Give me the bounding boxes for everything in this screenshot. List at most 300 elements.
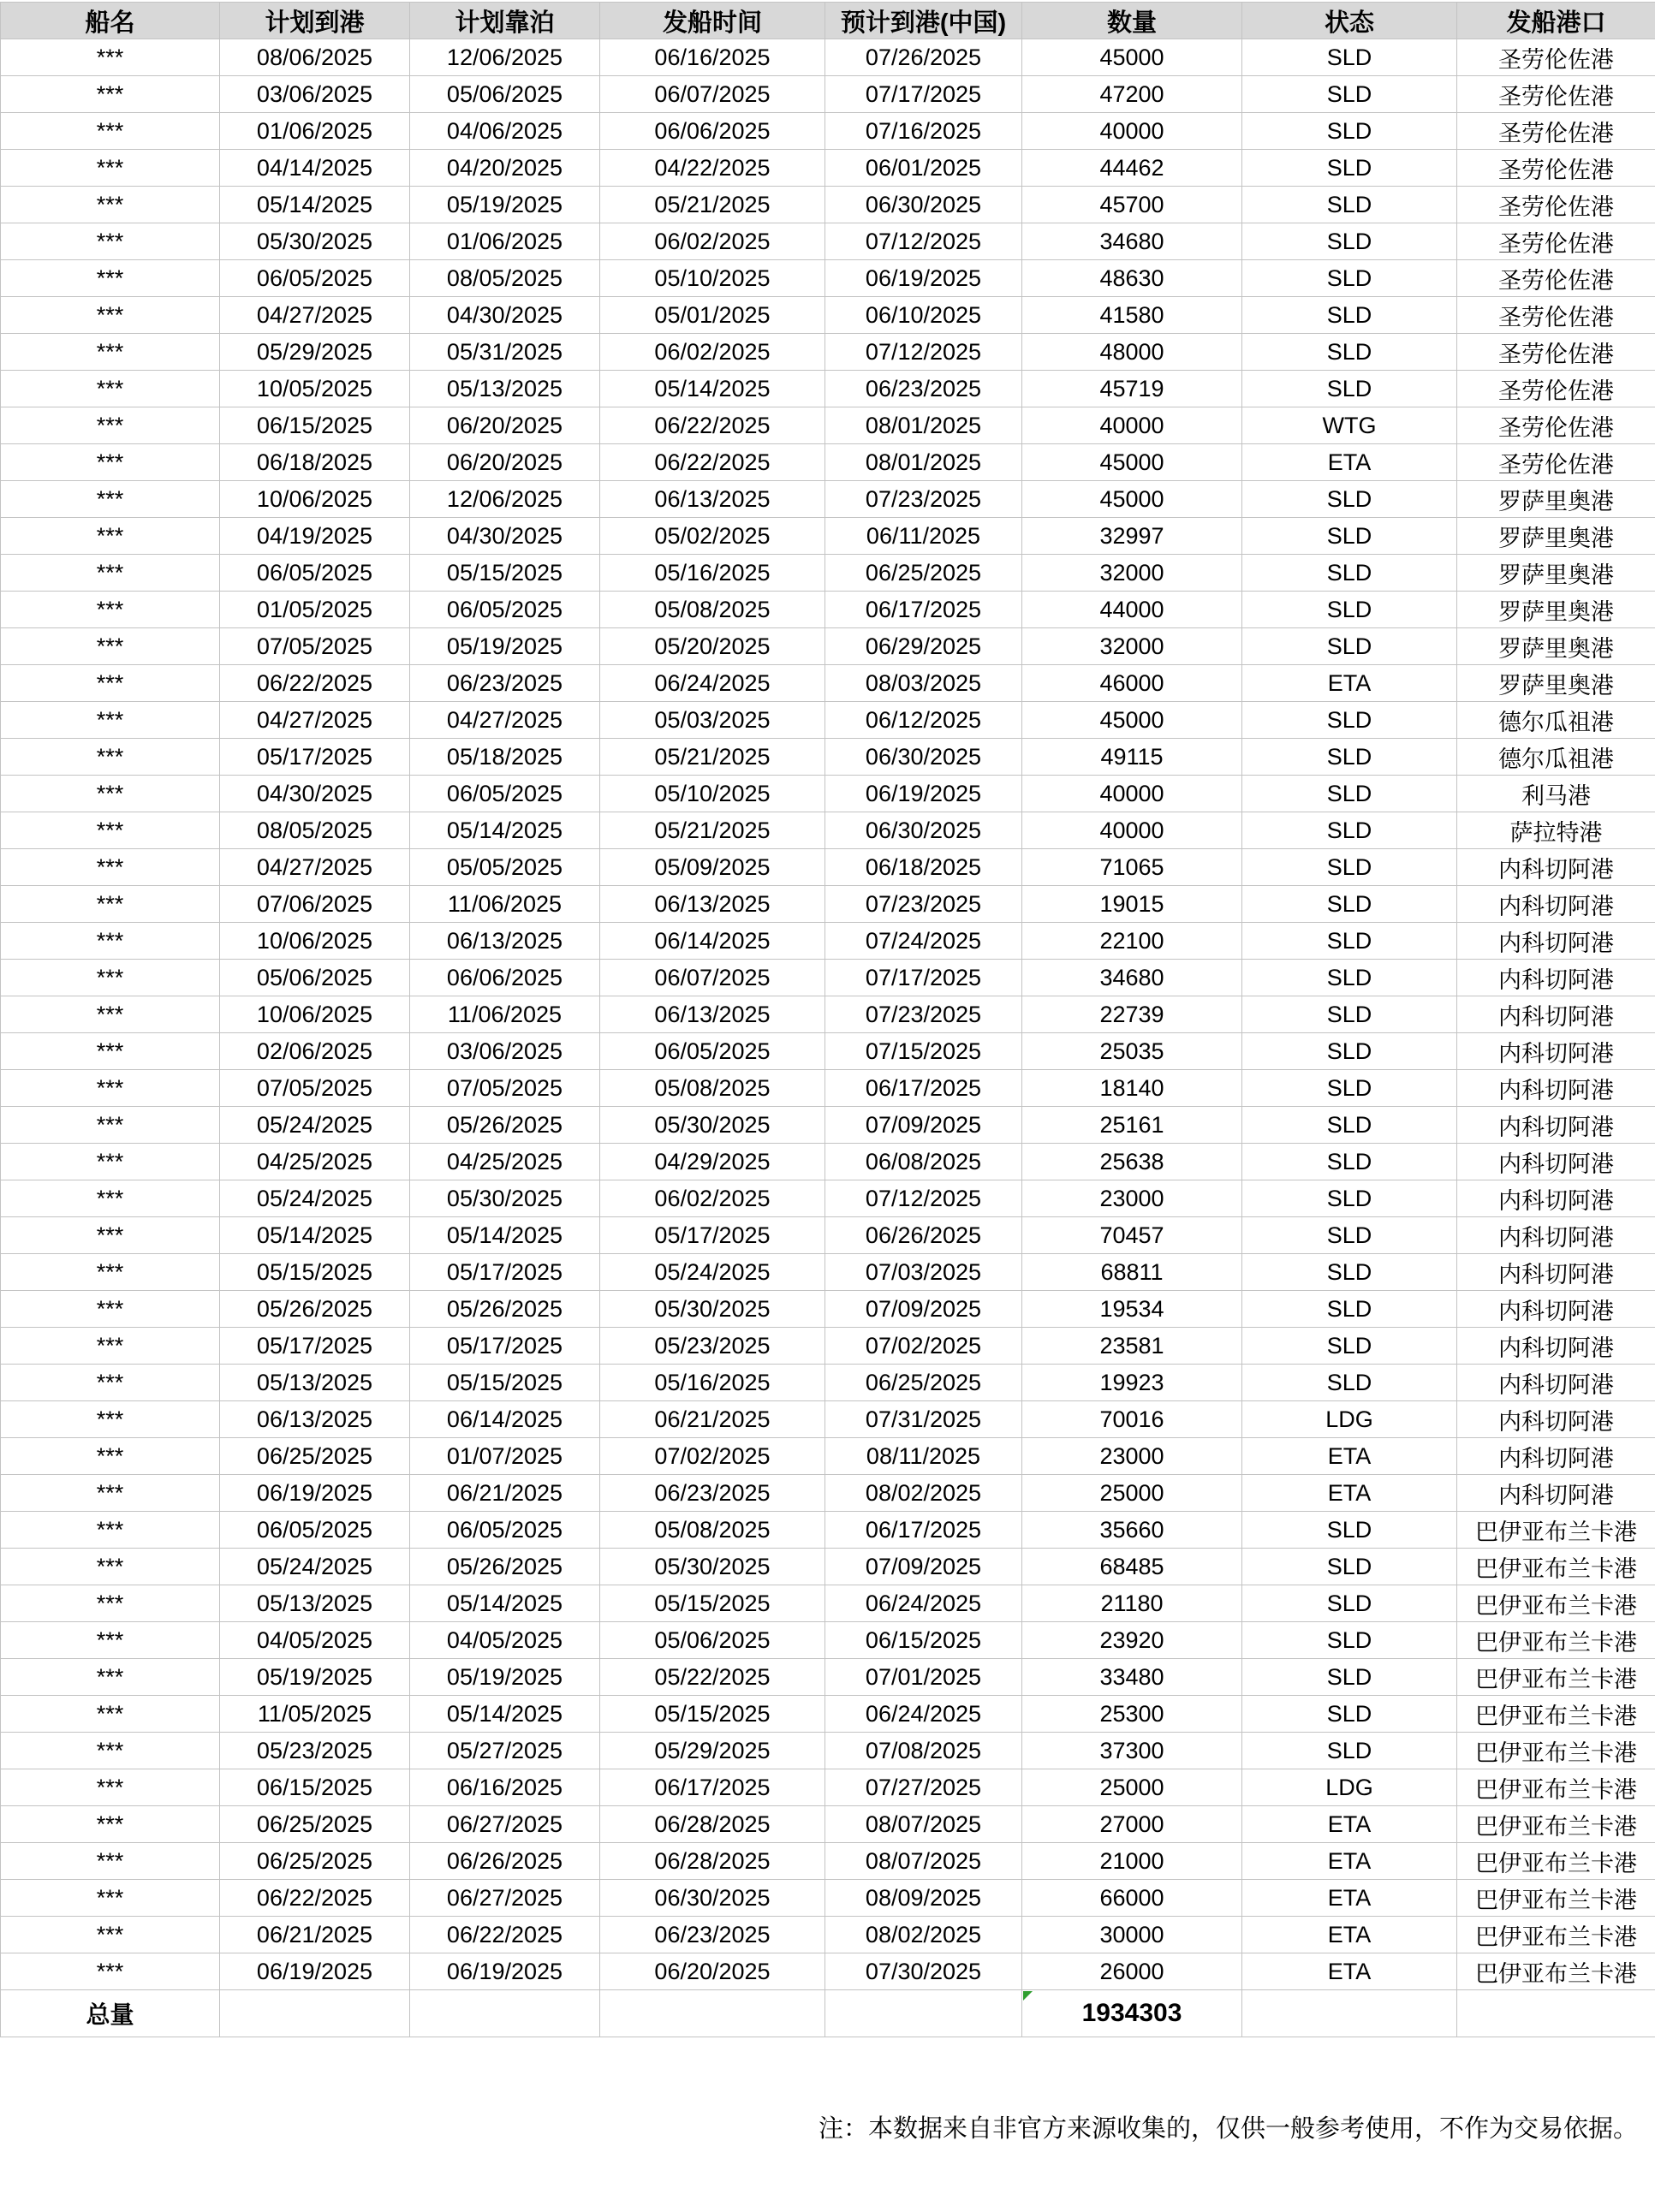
cell-eta-china: 07/26/2025 [825, 39, 1022, 76]
cell-status: SLD [1242, 1070, 1457, 1107]
cell-quantity: 37300 [1022, 1733, 1242, 1769]
cell-quantity: 34680 [1022, 223, 1242, 260]
cell-ship: *** [1, 1217, 220, 1254]
cell-status: ETA [1242, 1880, 1457, 1917]
cell-status: SLD [1242, 518, 1457, 555]
table-row [1, 223, 1655, 260]
cell-planned-arrival: 06/05/2025 [220, 555, 410, 592]
cell-eta-china: 07/27/2025 [825, 1769, 1022, 1806]
empty-cell [220, 1990, 410, 2037]
cell-quantity: 23581 [1022, 1328, 1242, 1365]
cell-port: 巴伊亚布兰卡港 [1457, 1622, 1655, 1659]
cell-planned-berth: 05/06/2025 [410, 76, 600, 113]
cell-status: SLD [1242, 1291, 1457, 1328]
cell-planned-berth: 01/06/2025 [410, 223, 600, 260]
cell-port: 内科切阿港 [1457, 1070, 1655, 1107]
cell-quantity: 46000 [1022, 665, 1242, 702]
cell-status: ETA [1242, 1438, 1457, 1475]
cell-departure: 06/24/2025 [600, 665, 825, 702]
table-row [1, 76, 1655, 113]
table-row [1, 334, 1655, 371]
table-row [1, 960, 1655, 996]
cell-quantity: 25000 [1022, 1475, 1242, 1512]
empty-cell [1457, 1990, 1655, 2037]
cell-quantity: 18140 [1022, 1070, 1242, 1107]
cell-departure: 05/10/2025 [600, 260, 825, 297]
cell-port: 巴伊亚布兰卡港 [1457, 1880, 1655, 1917]
cell-status: WTG [1242, 407, 1457, 444]
cell-ship: *** [1, 886, 220, 923]
cell-ship: *** [1, 1107, 220, 1144]
cell-quantity: 21000 [1022, 1843, 1242, 1880]
cell-planned-arrival: 05/30/2025 [220, 223, 410, 260]
cell-status: SLD [1242, 702, 1457, 739]
table-row [1, 702, 1655, 739]
table-row [1, 187, 1655, 223]
cell-planned-arrival: 06/19/2025 [220, 1953, 410, 1990]
cell-planned-arrival: 07/06/2025 [220, 886, 410, 923]
cell-planned-berth: 04/25/2025 [410, 1144, 600, 1180]
cell-eta-china: 08/03/2025 [825, 665, 1022, 702]
cell-departure: 05/30/2025 [600, 1291, 825, 1328]
table-row [1, 1180, 1655, 1217]
table-row [1, 1438, 1655, 1475]
cell-ship: *** [1, 223, 220, 260]
cell-port: 德尔瓜祖港 [1457, 702, 1655, 739]
cell-planned-berth: 06/13/2025 [410, 923, 600, 960]
cell-status: SLD [1242, 1733, 1457, 1769]
cell-status: SLD [1242, 260, 1457, 297]
cell-quantity: 44000 [1022, 592, 1242, 628]
cell-quantity: 27000 [1022, 1806, 1242, 1843]
cell-planned-arrival: 10/05/2025 [220, 371, 410, 407]
cell-quantity: 22739 [1022, 996, 1242, 1033]
cell-planned-arrival: 03/06/2025 [220, 76, 410, 113]
cell-eta-china: 07/23/2025 [825, 481, 1022, 518]
cell-eta-china: 07/12/2025 [825, 334, 1022, 371]
table-row [1, 812, 1655, 849]
cell-planned-berth: 05/31/2025 [410, 334, 600, 371]
cell-eta-china: 06/30/2025 [825, 812, 1022, 849]
cell-planned-berth: 05/19/2025 [410, 187, 600, 223]
cell-quantity: 25300 [1022, 1696, 1242, 1733]
cell-eta-china: 07/24/2025 [825, 923, 1022, 960]
table-row [1, 1696, 1655, 1733]
cell-port: 巴伊亚布兰卡港 [1457, 1733, 1655, 1769]
table-row [1, 776, 1655, 812]
cell-quantity: 32000 [1022, 628, 1242, 665]
cell-eta-china: 07/01/2025 [825, 1659, 1022, 1696]
cell-port: 巴伊亚布兰卡港 [1457, 1917, 1655, 1953]
table-row [1, 1033, 1655, 1070]
table-row [1, 1107, 1655, 1144]
cell-eta-china: 08/07/2025 [825, 1806, 1022, 1843]
cell-ship: *** [1, 702, 220, 739]
cell-planned-arrival: 05/23/2025 [220, 1733, 410, 1769]
cell-departure: 06/23/2025 [600, 1475, 825, 1512]
cell-planned-arrival: 06/15/2025 [220, 407, 410, 444]
table-row [1, 555, 1655, 592]
cell-eta-china: 06/11/2025 [825, 518, 1022, 555]
cell-status: SLD [1242, 1622, 1457, 1659]
table-row [1, 150, 1655, 187]
cell-ship: *** [1, 518, 220, 555]
cell-planned-berth: 11/06/2025 [410, 886, 600, 923]
cell-status: ETA [1242, 665, 1457, 702]
table-footer [1, 1990, 1655, 2037]
cell-planned-arrival: 08/05/2025 [220, 812, 410, 849]
cell-quantity: 48630 [1022, 260, 1242, 297]
cell-eta-china: 07/30/2025 [825, 1953, 1022, 1990]
cell-eta-china: 07/16/2025 [825, 113, 1022, 150]
cell-planned-berth: 04/20/2025 [410, 150, 600, 187]
cell-status: SLD [1242, 187, 1457, 223]
table-row [1, 886, 1655, 923]
cell-eta-china: 07/23/2025 [825, 886, 1022, 923]
cell-ship: *** [1, 1769, 220, 1806]
cell-departure: 05/29/2025 [600, 1733, 825, 1769]
cell-status: SLD [1242, 1217, 1457, 1254]
cell-port: 内科切阿港 [1457, 1291, 1655, 1328]
cell-eta-china: 08/07/2025 [825, 1843, 1022, 1880]
cell-planned-arrival: 07/05/2025 [220, 628, 410, 665]
cell-departure: 06/02/2025 [600, 334, 825, 371]
cell-planned-berth: 08/05/2025 [410, 260, 600, 297]
cell-ship: *** [1, 187, 220, 223]
cell-ship: *** [1, 1365, 220, 1401]
total-quantity-value: 1934303 [1082, 1999, 1182, 2027]
cell-eta-china: 07/12/2025 [825, 1180, 1022, 1217]
cell-port: 利马港 [1457, 776, 1655, 812]
table-row [1, 39, 1655, 76]
cell-planned-arrival: 06/05/2025 [220, 260, 410, 297]
cell-departure: 06/13/2025 [600, 886, 825, 923]
cell-planned-berth: 01/07/2025 [410, 1438, 600, 1475]
cell-departure: 06/14/2025 [600, 923, 825, 960]
cell-planned-berth: 11/06/2025 [410, 996, 600, 1033]
cell-port: 内科切阿港 [1457, 923, 1655, 960]
cell-ship: *** [1, 407, 220, 444]
cell-planned-arrival: 06/22/2025 [220, 665, 410, 702]
table-row [1, 1917, 1655, 1953]
cell-planned-arrival: 06/25/2025 [220, 1438, 410, 1475]
cell-ship: *** [1, 1180, 220, 1217]
cell-port: 巴伊亚布兰卡港 [1457, 1585, 1655, 1622]
cell-planned-berth: 05/27/2025 [410, 1733, 600, 1769]
cell-departure: 06/22/2025 [600, 407, 825, 444]
table-row [1, 1585, 1655, 1622]
cell-quantity: 71065 [1022, 849, 1242, 886]
cell-quantity: 40000 [1022, 776, 1242, 812]
cell-planned-arrival: 06/22/2025 [220, 1880, 410, 1917]
cell-quantity: 23000 [1022, 1180, 1242, 1217]
cell-status: SLD [1242, 592, 1457, 628]
cell-port: 内科切阿港 [1457, 1254, 1655, 1291]
cell-status: SLD [1242, 1107, 1457, 1144]
cell-departure: 05/21/2025 [600, 812, 825, 849]
cell-planned-arrival: 10/06/2025 [220, 481, 410, 518]
cell-ship: *** [1, 1438, 220, 1475]
cell-port: 圣劳伦佐港 [1457, 113, 1655, 150]
cell-planned-arrival: 05/06/2025 [220, 960, 410, 996]
cell-ship: *** [1, 1549, 220, 1585]
cell-status: ETA [1242, 1953, 1457, 1990]
cell-departure: 06/23/2025 [600, 1917, 825, 1953]
cell-planned-berth: 05/26/2025 [410, 1549, 600, 1585]
cell-planned-arrival: 02/06/2025 [220, 1033, 410, 1070]
cell-departure: 05/14/2025 [600, 371, 825, 407]
cell-quantity: 33480 [1022, 1659, 1242, 1696]
cell-planned-berth: 06/27/2025 [410, 1880, 600, 1917]
cell-eta-china: 06/23/2025 [825, 371, 1022, 407]
table-row [1, 297, 1655, 334]
cell-quantity: 19015 [1022, 886, 1242, 923]
cell-quantity: 41580 [1022, 297, 1242, 334]
cell-departure: 06/30/2025 [600, 1880, 825, 1917]
cell-port: 圣劳伦佐港 [1457, 297, 1655, 334]
cell-ship: *** [1, 1622, 220, 1659]
column-header-planned-arrival: 计划到港 [220, 3, 410, 39]
cell-departure: 05/10/2025 [600, 776, 825, 812]
cell-planned-berth: 05/30/2025 [410, 1180, 600, 1217]
cell-status: SLD [1242, 1144, 1457, 1180]
cell-quantity: 21180 [1022, 1585, 1242, 1622]
cell-quantity: 49115 [1022, 739, 1242, 776]
cell-departure: 06/20/2025 [600, 1953, 825, 1990]
cell-eta-china: 06/30/2025 [825, 739, 1022, 776]
cell-planned-arrival: 05/24/2025 [220, 1107, 410, 1144]
cell-ship: *** [1, 628, 220, 665]
cell-eta-china: 06/29/2025 [825, 628, 1022, 665]
cell-port: 内科切阿港 [1457, 849, 1655, 886]
cell-port: 罗萨里奥港 [1457, 628, 1655, 665]
cell-port: 巴伊亚布兰卡港 [1457, 1696, 1655, 1733]
cell-ship: *** [1, 555, 220, 592]
cell-planned-berth: 12/06/2025 [410, 39, 600, 76]
cell-status: SLD [1242, 812, 1457, 849]
cell-quantity: 44462 [1022, 150, 1242, 187]
table-row [1, 1401, 1655, 1438]
table-row [1, 1291, 1655, 1328]
cell-status: ETA [1242, 1475, 1457, 1512]
cell-planned-arrival: 08/06/2025 [220, 39, 410, 76]
cell-eta-china: 06/17/2025 [825, 1512, 1022, 1549]
cell-eta-china: 07/31/2025 [825, 1401, 1022, 1438]
table-row [1, 1328, 1655, 1365]
cell-ship: *** [1, 1401, 220, 1438]
cell-status: SLD [1242, 1512, 1457, 1549]
cell-planned-berth: 06/27/2025 [410, 1806, 600, 1843]
cell-planned-arrival: 04/27/2025 [220, 702, 410, 739]
cell-planned-arrival: 01/06/2025 [220, 113, 410, 150]
cell-port: 内科切阿港 [1457, 1107, 1655, 1144]
cell-port: 圣劳伦佐港 [1457, 76, 1655, 113]
cell-ship: *** [1, 260, 220, 297]
cell-planned-berth: 04/30/2025 [410, 297, 600, 334]
cell-departure: 04/22/2025 [600, 150, 825, 187]
table-row [1, 444, 1655, 481]
cell-eta-china: 07/23/2025 [825, 996, 1022, 1033]
cell-eta-china: 07/15/2025 [825, 1033, 1022, 1070]
cell-planned-arrival: 06/25/2025 [220, 1806, 410, 1843]
table-row [1, 1070, 1655, 1107]
table-body [1, 39, 1655, 1990]
table-row [1, 407, 1655, 444]
cell-eta-china: 07/12/2025 [825, 223, 1022, 260]
cell-planned-berth: 06/16/2025 [410, 1769, 600, 1806]
table-row [1, 849, 1655, 886]
cell-quantity: 70457 [1022, 1217, 1242, 1254]
cell-planned-berth: 05/15/2025 [410, 1365, 600, 1401]
cell-ship: *** [1, 1953, 220, 1990]
cell-port: 内科切阿港 [1457, 1401, 1655, 1438]
cell-status: SLD [1242, 150, 1457, 187]
cell-port: 圣劳伦佐港 [1457, 150, 1655, 187]
cell-port: 内科切阿港 [1457, 1180, 1655, 1217]
cell-ship: *** [1, 1512, 220, 1549]
cell-planned-berth: 05/13/2025 [410, 371, 600, 407]
cell-eta-china: 06/12/2025 [825, 702, 1022, 739]
cell-planned-berth: 05/19/2025 [410, 1659, 600, 1696]
cell-eta-china: 06/15/2025 [825, 1622, 1022, 1659]
column-header-planned-berth: 计划靠泊 [410, 3, 600, 39]
shipping-table [0, 2, 1655, 2037]
cell-eta-china: 08/02/2025 [825, 1917, 1022, 1953]
cell-planned-arrival: 06/18/2025 [220, 444, 410, 481]
cell-planned-arrival: 04/25/2025 [220, 1144, 410, 1180]
cell-status: LDG [1242, 1401, 1457, 1438]
cell-status: SLD [1242, 1365, 1457, 1401]
cell-departure: 06/05/2025 [600, 1033, 825, 1070]
cell-eta-china: 06/10/2025 [825, 297, 1022, 334]
cell-status: SLD [1242, 1180, 1457, 1217]
cell-status: ETA [1242, 1806, 1457, 1843]
cell-ship: *** [1, 1254, 220, 1291]
cell-eta-china: 06/25/2025 [825, 1365, 1022, 1401]
table-row [1, 739, 1655, 776]
header-row [1, 3, 1655, 39]
cell-planned-arrival: 10/06/2025 [220, 923, 410, 960]
cell-eta-china: 06/17/2025 [825, 1070, 1022, 1107]
cell-planned-arrival: 06/15/2025 [220, 1769, 410, 1806]
cell-planned-arrival: 05/14/2025 [220, 187, 410, 223]
cell-quantity: 23920 [1022, 1622, 1242, 1659]
cell-departure: 06/21/2025 [600, 1401, 825, 1438]
cell-status: SLD [1242, 223, 1457, 260]
cell-ship: *** [1, 1033, 220, 1070]
cell-planned-berth: 05/26/2025 [410, 1107, 600, 1144]
cell-quantity: 19534 [1022, 1291, 1242, 1328]
cell-status: SLD [1242, 113, 1457, 150]
cell-status: SLD [1242, 481, 1457, 518]
cell-planned-arrival: 04/30/2025 [220, 776, 410, 812]
cell-departure: 06/02/2025 [600, 1180, 825, 1217]
cell-status: SLD [1242, 76, 1457, 113]
cell-status: SLD [1242, 996, 1457, 1033]
cell-status: SLD [1242, 1659, 1457, 1696]
cell-quantity: 45700 [1022, 187, 1242, 223]
cell-departure: 07/02/2025 [600, 1438, 825, 1475]
table-row [1, 592, 1655, 628]
cell-planned-arrival: 07/05/2025 [220, 1070, 410, 1107]
column-header-eta-china: 预计到港(中国) [825, 3, 1022, 39]
cell-quantity: 30000 [1022, 1917, 1242, 1953]
cell-planned-berth: 06/23/2025 [410, 665, 600, 702]
cell-planned-berth: 12/06/2025 [410, 481, 600, 518]
cell-status: SLD [1242, 886, 1457, 923]
table-row [1, 113, 1655, 150]
cell-port: 圣劳伦佐港 [1457, 187, 1655, 223]
cell-status: SLD [1242, 849, 1457, 886]
cell-quantity: 68811 [1022, 1254, 1242, 1291]
shipping-schedule-page [0, 2, 1655, 2212]
cell-planned-berth: 05/14/2025 [410, 1696, 600, 1733]
cell-planned-berth: 05/17/2025 [410, 1254, 600, 1291]
cell-eta-china: 08/09/2025 [825, 1880, 1022, 1917]
cell-quantity: 23000 [1022, 1438, 1242, 1475]
cell-ship: *** [1, 113, 220, 150]
cell-departure: 05/30/2025 [600, 1107, 825, 1144]
cell-port: 内科切阿港 [1457, 1365, 1655, 1401]
cell-status: SLD [1242, 1549, 1457, 1585]
cell-port: 圣劳伦佐港 [1457, 407, 1655, 444]
table-row [1, 1217, 1655, 1254]
cell-eta-china: 07/09/2025 [825, 1549, 1022, 1585]
cell-quantity: 45000 [1022, 444, 1242, 481]
cell-ship: *** [1, 1585, 220, 1622]
table-row [1, 371, 1655, 407]
empty-cell [825, 1990, 1022, 2037]
cell-planned-arrival: 05/13/2025 [220, 1365, 410, 1401]
cell-eta-china: 06/08/2025 [825, 1144, 1022, 1180]
cell-planned-arrival: 04/27/2025 [220, 849, 410, 886]
cell-port: 巴伊亚布兰卡港 [1457, 1843, 1655, 1880]
cell-eta-china: 07/03/2025 [825, 1254, 1022, 1291]
cell-planned-arrival: 06/21/2025 [220, 1917, 410, 1953]
cell-planned-berth: 05/18/2025 [410, 739, 600, 776]
table-row [1, 1659, 1655, 1696]
cell-planned-berth: 05/17/2025 [410, 1328, 600, 1365]
total-quantity-cell [1022, 1990, 1242, 2037]
empty-cell [600, 1990, 825, 2037]
cell-status: SLD [1242, 628, 1457, 665]
cell-planned-berth: 06/06/2025 [410, 960, 600, 996]
cell-ship: *** [1, 739, 220, 776]
cell-ship: *** [1, 39, 220, 76]
cell-planned-arrival: 01/05/2025 [220, 592, 410, 628]
cell-planned-berth: 06/05/2025 [410, 1512, 600, 1549]
cell-planned-arrival: 06/19/2025 [220, 1475, 410, 1512]
cell-status: ETA [1242, 444, 1457, 481]
cell-ship: *** [1, 444, 220, 481]
total-label: 总量 [1, 1990, 220, 2037]
cell-eta-china: 06/19/2025 [825, 776, 1022, 812]
cell-status: SLD [1242, 1254, 1457, 1291]
cell-quantity: 32997 [1022, 518, 1242, 555]
cell-departure: 05/08/2025 [600, 592, 825, 628]
table-row [1, 1144, 1655, 1180]
cell-departure: 05/16/2025 [600, 555, 825, 592]
cell-departure: 06/16/2025 [600, 39, 825, 76]
cell-ship: *** [1, 334, 220, 371]
cell-ship: *** [1, 1475, 220, 1512]
cell-ship: *** [1, 1880, 220, 1917]
cell-quantity: 25161 [1022, 1107, 1242, 1144]
table-row [1, 628, 1655, 665]
table-row [1, 1733, 1655, 1769]
cell-status: SLD [1242, 1585, 1457, 1622]
cell-eta-china: 06/24/2025 [825, 1696, 1022, 1733]
